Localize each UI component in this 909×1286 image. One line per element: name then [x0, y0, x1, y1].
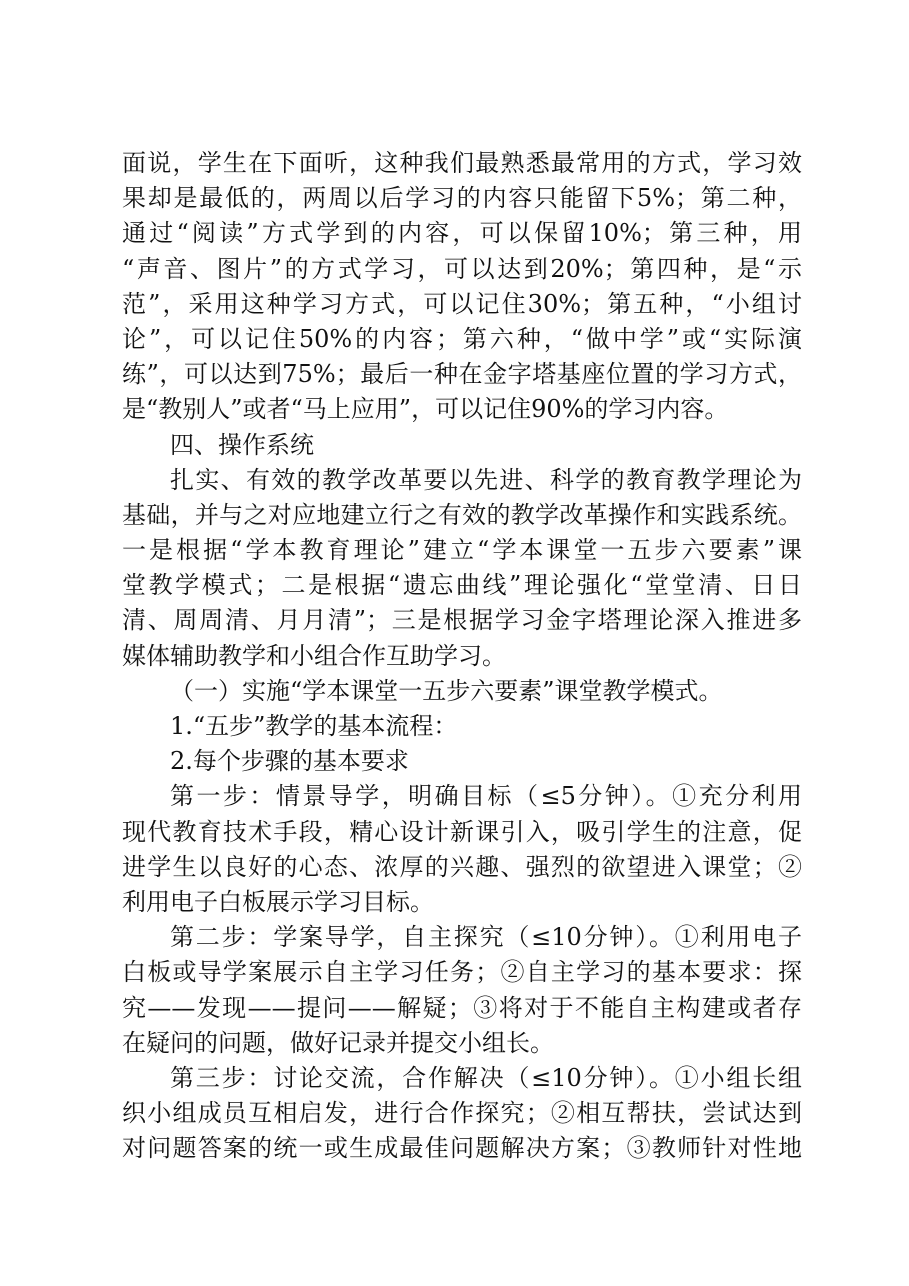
text-line: 1.“五步”教学的基本流程：	[170, 712, 458, 740]
text-line: 现代教育技术手段，精心设计新课引入，吸引学生的注意，促	[122, 817, 802, 846]
text-line: 堂教学模式；二是根据“遗忘曲线”理论强化“堂堂清、日日	[122, 571, 802, 600]
text-line: 织小组成员互相启发，进行合作探究；②相互帮扶，尝试达到	[122, 1099, 802, 1128]
text-line: 一是根据“学本教育理论”建立“学本课堂一五步六要素”课	[122, 536, 802, 565]
text-line: 练”，可以达到75%；最后一种在金字塔基座位置的学习方式，	[122, 360, 802, 389]
text-line: （一）实施“学本课堂一五步六要素”课堂教学模式。	[170, 676, 723, 705]
text-line: 第三步：讨论交流，合作解决（≤10分钟）。①小组长组	[170, 1063, 802, 1092]
text-line: 在疑问的问题，做好记录并提交小组长。	[122, 1028, 554, 1057]
text-line: 媒体辅助教学和小组合作互助学习。	[122, 641, 506, 670]
text-line: 扎实、有效的教学改革要以先进、科学的教育教学理论为	[170, 465, 802, 494]
document-page	[122, 146, 802, 1166]
text-line: 论”，可以记住50%的内容；第六种，“做中学”或“实际演	[122, 324, 802, 353]
text-line: 基础，并与之对应地建立行之有效的教学改革操作和实践系统。	[122, 500, 802, 529]
text-line: 第一步：情景导学，明确目标（≤5分钟）。①充分利用	[170, 782, 802, 811]
text-line: 面说，学生在下面听，这种我们最熟悉最常用的方式，学习效	[122, 149, 802, 177]
text-line: 究——发现——提问——解疑；③将对于不能自主构建或者存	[122, 993, 802, 1022]
text-line: 范”，采用这种学习方式，可以记住30%；第五种，“小组讨	[122, 289, 802, 318]
text-line: 是“教别人”或者“马上应用”，可以记住90%的学习内容。	[122, 395, 729, 424]
text-line: “声音、图片”的方式学习，可以达到20%；第四种，是“示	[122, 254, 802, 283]
text-line: 对问题答案的统一或生成最佳问题解决方案；③教师针对性地	[122, 1134, 802, 1163]
text-line: 果却是最低的，两周以后学习的内容只能留下5%；第二种，	[122, 184, 802, 213]
text-line: 第二步：学案导学，自主探究（≤10分钟）。①利用电子	[170, 923, 802, 952]
text-line: 通过“阅读”方式学到的内容，可以保留10%；第三种，用	[122, 219, 802, 248]
text-line: 四、操作系统	[170, 430, 314, 459]
text-line: 2.每个步骤的基本要求	[170, 747, 409, 776]
text-line: 白板或导学案展示自主学习任务；②自主学习的基本要求：探	[122, 958, 802, 987]
text-line: 进学生以良好的心态、浓厚的兴趣、强烈的欲望进入课堂；②	[122, 852, 802, 881]
text-line: 清、周周清、月月清”；三是根据学习金字塔理论深入推进多	[122, 606, 802, 635]
text-line: 利用电子白板展示学习目标。	[122, 887, 434, 916]
